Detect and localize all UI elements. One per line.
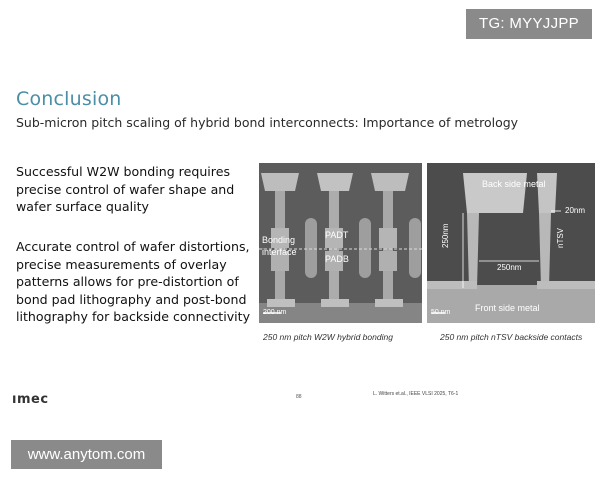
paragraph-wafer-distortions: Accurate control of wafer distortions, precise measurements of overlay patterns allows for pre-distortion of bond pad lithography and post-bond lithography for backside connectivity [16, 239, 251, 324]
paragraph-wafer-shape: Successful W2W bonding requires precise control of wafer shape and wafer surface quality [16, 164, 235, 214]
page-number: 88 [296, 394, 302, 400]
imec-logo: ımec [12, 392, 49, 407]
watermark-url: www.anytom.com [11, 440, 162, 469]
sem-image-hybrid-bonding [259, 163, 422, 323]
label-bonding: Bonding [262, 235, 296, 245]
label-ntsv: nTSV [556, 227, 565, 248]
scale-bar-label: 200 nm [263, 309, 287, 316]
label-back-side-metal: Back side metal [482, 179, 546, 189]
caption-ntsv-contacts: 250 nm pitch nTSV backside contacts [440, 332, 583, 342]
label-front-side-metal: Front side metal [475, 303, 540, 313]
sem-image-ntsv-contacts [427, 163, 595, 323]
label-padt: PADT [325, 230, 349, 240]
label-20nm: 20nm [565, 206, 586, 215]
scale-bar-label: 50 nm [431, 309, 451, 316]
label-250nm-vertical: 250nm [441, 223, 450, 248]
slide-subtitle: Sub-micron pitch scaling of hybrid bond interconnects: Importance of metrology [16, 115, 519, 130]
label-250nm-horizontal: 250nm [497, 263, 522, 272]
watermark-tg: TG: MYYJJPP [466, 9, 592, 39]
label-interface: interface [262, 247, 297, 257]
label-padb: PADB [325, 254, 349, 264]
slide-title: Conclusion [16, 88, 122, 110]
caption-hybrid-bonding: 250 nm pitch W2W hybrid bonding [263, 332, 393, 342]
reference-citation: L. Witters et.al., IEEE VLSI 2025, T6-1 [373, 391, 459, 397]
